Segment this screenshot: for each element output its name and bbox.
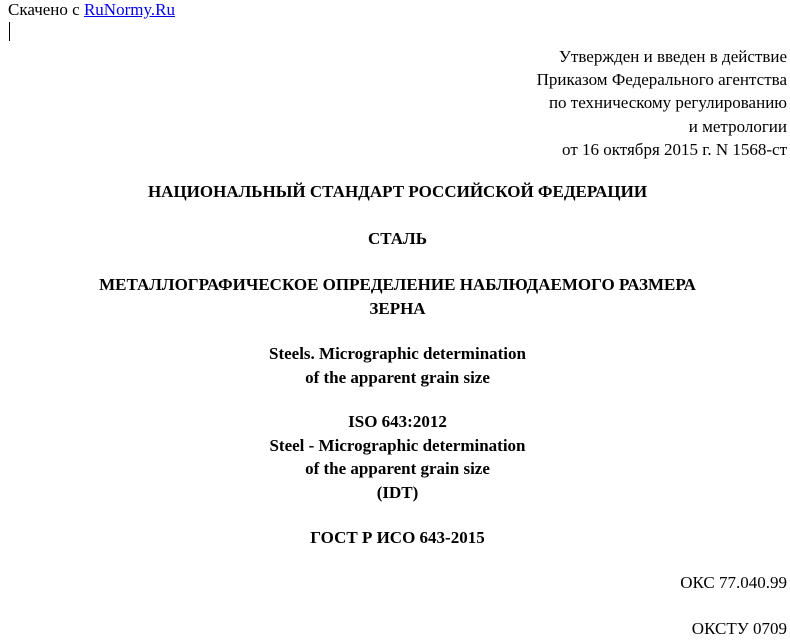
iso-reference <box>0 410 790 504</box>
source-note <box>8 0 175 20</box>
approval-line: от 16 октября 2015 г. N 1568-ст <box>562 139 787 159</box>
iso-line: (IDT) <box>376 482 419 502</box>
title-ru-line: ЗЕРНА <box>369 298 426 318</box>
subject-heading <box>0 227 790 251</box>
approval-block <box>537 45 787 161</box>
standard-type-heading <box>0 180 790 204</box>
okstu-code: ОКСТУ 0709 <box>691 619 787 638</box>
approval-line: Утвержден и введен в действие <box>558 47 787 66</box>
title-en-line: Steels. Micrographic determination <box>268 344 526 363</box>
title-ru-line: МЕТАЛЛОГРАФИЧЕСКОЕ ОПРЕДЕЛЕНИЕ НАБЛЮДАЕМОГО РАЗМЕРА <box>99 275 696 294</box>
source-link[interactable]: RuNormy.Ru <box>83 0 175 19</box>
approval-line: по техническому регулированию <box>548 93 787 113</box>
gost-heading <box>0 526 790 550</box>
standard-type: НАЦИОНАЛЬНЫЙ СТАНДАРТ РОССИЙСКОЙ ФЕДЕРАЦИИ <box>147 182 648 201</box>
subject: СТАЛЬ <box>368 229 427 248</box>
approval-line: и метрологии <box>688 116 787 136</box>
gost-number: ГОСТ Р ИСО 643-2015 <box>310 528 485 547</box>
title-en <box>0 342 790 389</box>
iso-line: ISO 643:2012 <box>348 412 447 431</box>
source-prefix: Скачено с <box>8 0 84 19</box>
text-cursor <box>9 22 10 41</box>
title-en-line: of the apparent grain size <box>305 367 490 387</box>
approval-line: Приказом Федерального агентства <box>536 70 787 90</box>
title-ru <box>0 273 790 320</box>
iso-line: of the apparent grain size <box>305 459 490 478</box>
oks-code: ОКС 77.040.99 <box>680 573 787 592</box>
iso-line: Steel - Micrographic determination <box>269 435 526 455</box>
